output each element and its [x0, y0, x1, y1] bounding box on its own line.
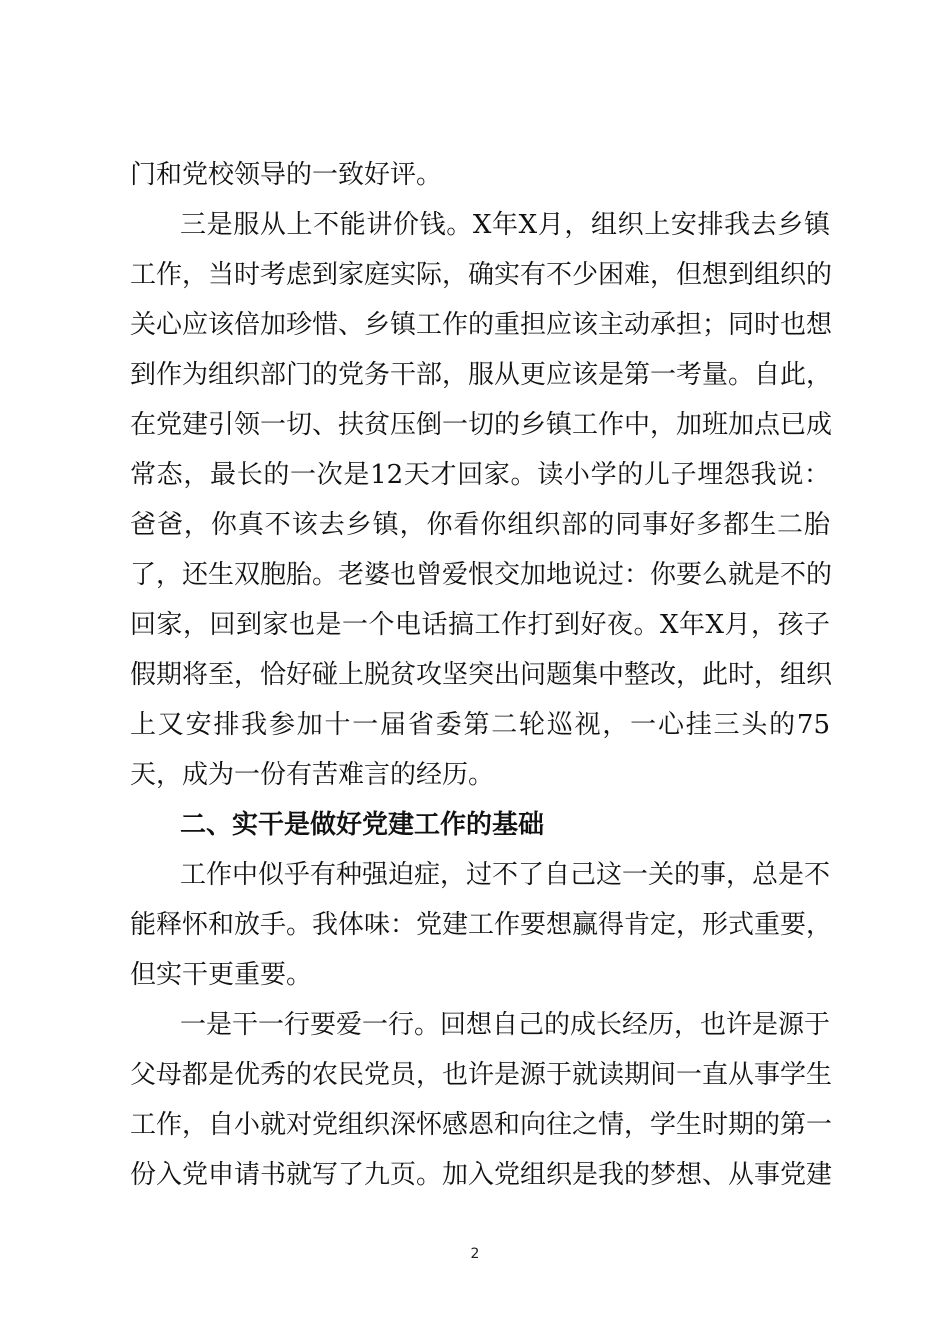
paragraph-line: 关心应该倍加珍惜、乡镇工作的重担应该主动承担；同时也想 [130, 310, 833, 340]
paragraph-line: 上又安排我参加十一届省委第二轮巡视，一心挂三头的75 [130, 710, 830, 740]
paragraph-line: 假期将至，恰好碰上脱贫攻坚突出问题集中整改，此时，组织 [130, 660, 833, 690]
paragraph-line: 在党建引领一切、扶贫压倒一切的乡镇工作中，加班加点已成 [130, 410, 833, 440]
paragraph-line: 回家，回到家也是一个电话搞工作打到好夜。X年X月，孩子 [130, 610, 830, 640]
section-heading: 二、实干是做好党建工作的基础 [180, 810, 545, 840]
paragraph-line: 工作中似乎有种强迫症，过不了自己这一关的事，总是不 [180, 860, 831, 890]
page-number: 2 [470, 1246, 480, 1262]
paragraph-line: 但实干更重要。 [130, 960, 313, 990]
paragraph-line: 工作，自小就对党组织深怀感恩和向往之情，学生时期的第一 [130, 1110, 833, 1140]
paragraph-line: 能释怀和放手。我体味：党建工作要想赢得肯定，形式重要， [130, 910, 833, 940]
paragraph-line: 爸爸，你真不该去乡镇，你看你组织部的同事好多都生二胎 [130, 510, 830, 540]
paragraph-line: 工作，当时考虑到家庭实际，确实有不少困难，但想到组织的 [130, 260, 833, 290]
paragraph-line: 到作为组织部门的党务干部，服从更应该是第一考量。自此， [130, 360, 833, 390]
paragraph-line: 常态，最长的一次是12天才回家。读小学的儿子埋怨我说： [130, 460, 830, 490]
paragraph-line: 天，成为一份有苦难言的经历。 [130, 760, 495, 790]
paragraph-line: 一是干一行要爱一行。回想自己的成长经历，也许是源于 [180, 1010, 831, 1040]
paragraph-line: 父母都是优秀的农民党员，也许是源于就读期间一直从事学生 [130, 1060, 833, 1090]
paragraph-line: 三是服从上不能讲价钱。X年X月，组织上安排我去乡镇 [180, 210, 830, 240]
paragraph-line: 份入党申请书就写了九页。加入党组织是我的梦想、从事党建 [130, 1160, 833, 1190]
paragraph-line: 门和党校领导的一致好评。 [130, 160, 443, 190]
paragraph-line: 了，还生双胞胎。老婆也曾爱恨交加地说过：你要么就是不的 [130, 560, 833, 590]
